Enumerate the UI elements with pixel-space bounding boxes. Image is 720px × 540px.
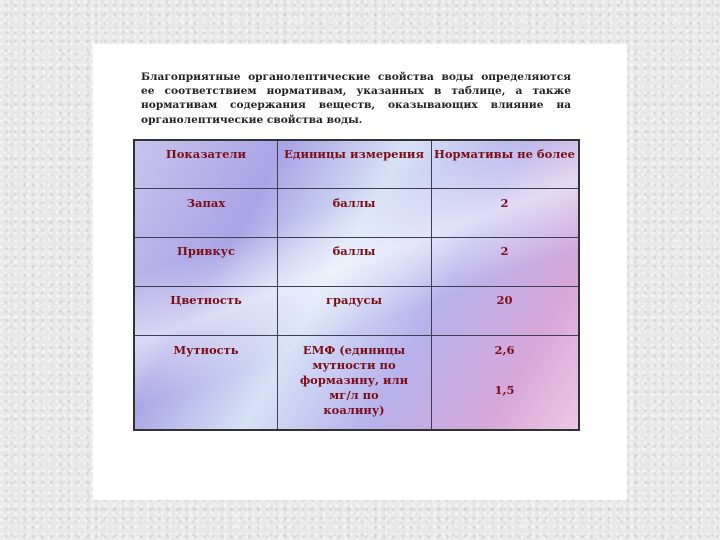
header-unit: Единицы измерения bbox=[284, 147, 424, 161]
header-indicator: Показатели bbox=[165, 147, 247, 161]
row-divider bbox=[135, 237, 578, 238]
row-divider bbox=[135, 188, 578, 189]
cell-norm: 2 bbox=[500, 244, 509, 258]
cell-indicator: Привкус bbox=[176, 244, 236, 258]
cell-norm-alt: 1,5 bbox=[494, 383, 515, 397]
cell-norm: 2 bbox=[500, 196, 509, 210]
cell-norm: 2,6 bbox=[494, 343, 515, 357]
cell-indicator: Мутность bbox=[173, 343, 239, 357]
intro-paragraph: Благоприятные органолептические свойства воды определяются ее соответствием нормативам, указанных в таблице, а также нормативам содержания веществ, оказывающих влияние на органолептические свойства воды. bbox=[141, 71, 571, 126]
norms-table bbox=[133, 139, 580, 431]
cell-norm: 20 bbox=[496, 293, 513, 307]
cell-unit: баллы bbox=[332, 196, 376, 210]
cell-indicator: Запах bbox=[186, 196, 226, 210]
cell-unit: ЕМФ (единицы мутности по формазину, или мг/л по коалину) bbox=[299, 343, 409, 417]
header-norm: Нормативы не более bbox=[433, 147, 575, 161]
cell-unit: градусы bbox=[325, 293, 383, 307]
cell-unit: баллы bbox=[332, 244, 376, 258]
row-divider bbox=[135, 286, 578, 287]
cell-indicator: Цветность bbox=[170, 293, 242, 307]
row-divider bbox=[135, 335, 578, 336]
column-divider bbox=[277, 141, 278, 429]
